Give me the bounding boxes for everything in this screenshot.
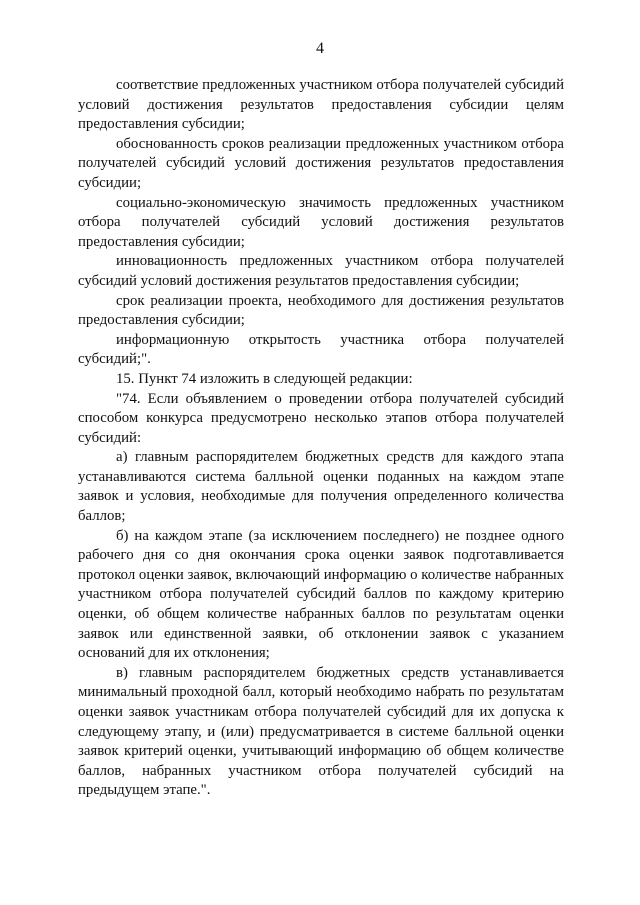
paragraph: "74. Если объявлением о проведении отбора получателей субсидий способом конкурса предусмотрено несколько этапов отбора получателей субсидий:: [78, 390, 564, 446]
paragraph: 15. Пункт 74 изложить в следующей редакции:: [116, 370, 413, 387]
paragraph: в) главным распорядителем бюджетных средств устанавливается минимальный проходной балл, который необходимо набрать по результатам оценки заявок участникам отбора получателей субсидий для их допуска к следующему этапу, и (или) предусматривается в системе балльной оценки заявок критерий оценки, учитывающий информацию об общем количестве баллов, набранных участником отбора получателей субсидий на предыдущем этапе.".: [78, 664, 564, 799]
document-body: [78, 76, 564, 801]
paragraph: б) на каждом этапе (за исключением последнего) не позднее одного рабочего дня со дня окончания срока оценки заявок подготавливается протокол оценки заявок, включающий информацию о количестве набранных участником отбора получателей субсидий баллов по каждому критерию оценки, об общем количестве набранных баллов по результатам оценки заявок или единственной заявки, об отклонении заявок с указанием оснований для их отклонения;: [78, 527, 564, 662]
paragraph: информационную открытость участника отбора получателей субсидий;".: [78, 331, 564, 368]
paragraph: срок реализации проекта, необходимого для достижения результатов предоставления субсидии;: [78, 292, 564, 329]
paragraph: соответствие предложенных участником отбора получателей субсидий условий достижения результатов предоставления субсидии целям предоставления субсидии;: [78, 77, 564, 133]
paragraph: социально-экономическую значимость предложенных участником отбора получателей субсидий условий достижения результатов предоставления субсидии;: [78, 194, 564, 250]
paragraph: инновационность предложенных участником отбора получателей субсидий условий достижения результатов предоставления субсидии;: [78, 253, 564, 289]
paragraph: обоснованность сроков реализации предложенных участником отбора получателей субсидий условий достижения результатов предоставления субсидии;: [78, 135, 564, 191]
page-number: 4: [316, 40, 324, 57]
paragraph: а) главным распорядителем бюджетных средств для каждого этапа устанавливаются система балльной оценки поданных на каждом этапе заявок и условия, необходимые для получения определенного количества баллов;: [78, 449, 564, 525]
